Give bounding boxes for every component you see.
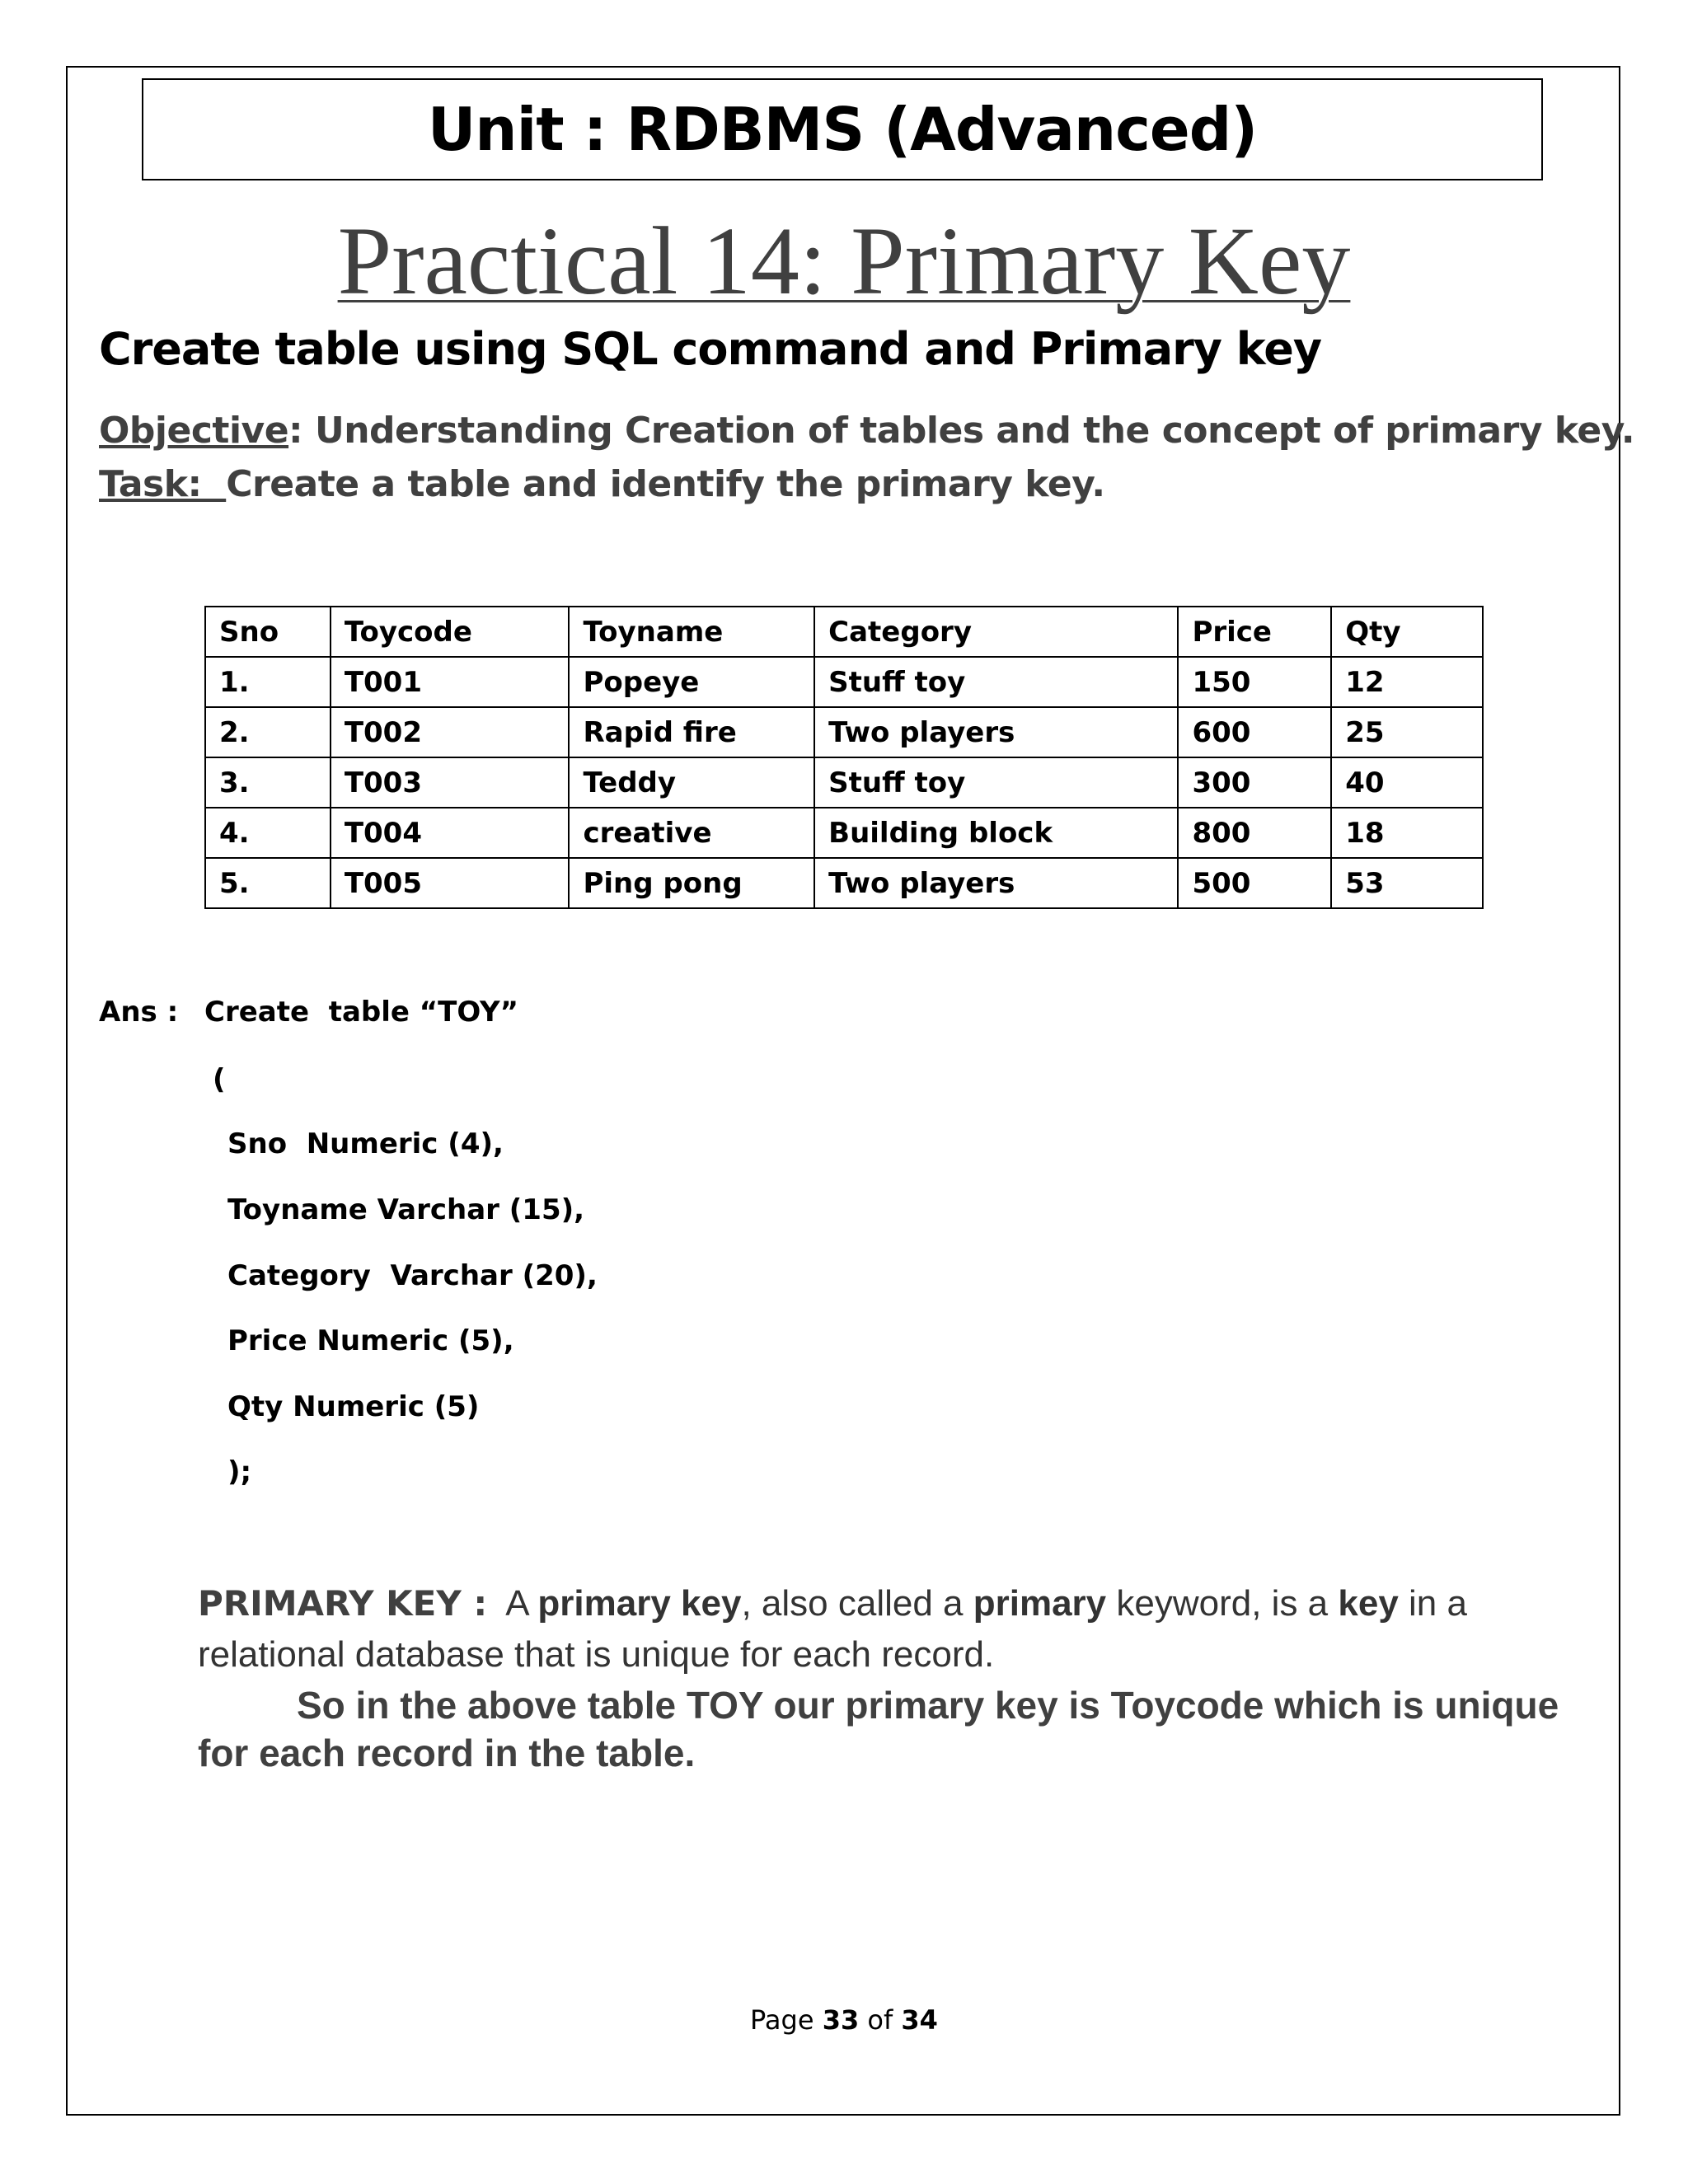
table-cell: 3. [205,757,331,808]
header-cell: Category [814,607,1178,657]
table-cell: T004 [331,808,570,858]
table-row [205,808,1483,858]
table-cell: 12 [1331,657,1483,707]
page-footer [0,2004,1688,2036]
table-cell: 800 [1178,808,1331,858]
table-row [205,757,1483,808]
unit-title-box [142,78,1543,180]
toy-table [204,606,1484,909]
table-cell: 5. [205,858,331,908]
objective-text: : Understanding Creation of tables and the concept of primary key. [288,410,1635,452]
header-cell: Sno [205,607,331,657]
practical-title: Practical 14: Primary Key [337,207,1351,315]
table-cell: 2. [205,707,331,757]
header-cell: Qty [1331,607,1483,657]
header-cell: Toycode [331,607,570,657]
table-cell: Stuff toy [814,657,1178,707]
table-row [205,858,1483,908]
header-cell: Toyname [569,607,814,657]
table-cell: 1. [205,657,331,707]
sql-line: Category Varchar (20), [227,1259,598,1292]
sql-line: Sno Numeric (4), [227,1127,504,1160]
table-cell: Rapid fire [569,707,814,757]
definition-text: A [505,1583,538,1624]
table-cell: creative [569,808,814,858]
definition-text: keyword, is a [1106,1583,1339,1624]
sql-line: ); [227,1455,252,1488]
subtitle: Create table using SQL command and Primary key [99,323,1322,375]
table-cell: 150 [1178,657,1331,707]
sql-line: Price Numeric (5), [227,1324,514,1357]
table-cell: Popeye [569,657,814,707]
table-cell: 500 [1178,858,1331,908]
current-page: 33 [822,2004,860,2036]
table-cell: 18 [1331,808,1483,858]
table-cell: 300 [1178,757,1331,808]
primary-key-definition [198,1578,1599,1680]
table-row [205,707,1483,757]
table-cell: 25 [1331,707,1483,757]
definition-text: in a relational database that is unique for each record. [198,1583,1467,1675]
table-cell: Teddy [569,757,814,808]
table-cell: 600 [1178,707,1331,757]
table-cell: Two players [814,707,1178,757]
answer-label: Ans : [99,996,179,1029]
total-pages: 34 [901,2004,938,2036]
table-cell: T005 [331,858,570,908]
footer-text: Page [750,2004,823,2036]
definition-bold: primary key [537,1583,742,1624]
table-cell: T002 [331,707,570,757]
definition-text: , also called a [741,1583,973,1624]
primary-key-label: PRIMARY KEY : [198,1583,488,1624]
table-cell: 40 [1331,757,1483,808]
table-cell: Two players [814,858,1178,908]
definition-bold: key [1338,1583,1399,1624]
table-cell: 53 [1331,858,1483,908]
header-cell: Price [1178,607,1331,657]
table-cell: Stuff toy [814,757,1178,808]
table-cell: Ping pong [569,858,814,908]
sql-line: Create table “TOY” [204,996,518,1029]
task-label: Task: [99,463,227,505]
table-cell: Building block [814,808,1178,858]
sql-line: Toyname Varchar (15), [227,1193,585,1226]
table-cell: T003 [331,757,570,808]
objective-line [99,410,1634,452]
footer-text: of [859,2004,902,2036]
table-row [205,657,1483,707]
task-line [99,463,1105,505]
table-header-row [205,607,1483,657]
primary-key-conclusion: So in the above table TOY our primary key is Toycode which is unique for each record in the table. [198,1684,1559,1774]
unit-title: Unit : RDBMS (Advanced) [427,95,1258,164]
sql-line: ( [213,1063,226,1096]
objective-label: Objective [99,410,289,452]
sql-line: Qty Numeric (5) [227,1390,480,1423]
definition-bold: primary [973,1583,1107,1624]
table-cell: 4. [205,808,331,858]
table-cell: T001 [331,657,570,707]
task-text: Create a table and identify the primary key. [226,463,1105,505]
